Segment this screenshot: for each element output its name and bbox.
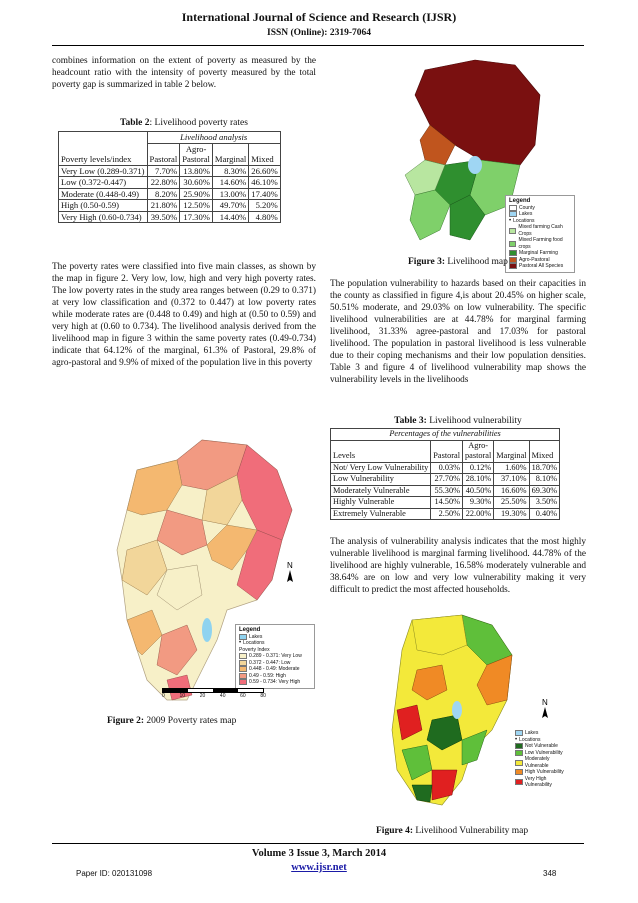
journal-title: International Journal of Science and Research (IJSR) bbox=[181, 10, 457, 24]
table2-group-header: Livelihood analysis bbox=[147, 132, 280, 144]
table3-row bbox=[331, 474, 560, 486]
table3-cell: 2.50% bbox=[431, 508, 463, 520]
figure3-legend: Legend County Lakes • Locations Mixed farming Cash Crops Mixed Farming food crops Marginal Farming Agro-Pastoral Pastoral All Species bbox=[505, 195, 575, 273]
table3 bbox=[330, 428, 560, 520]
table3-row-label: Low Vulnerability bbox=[331, 474, 431, 486]
right-para2-text: The analysis of vulnerability analysis indicates that the most highly vulnerable livelihood is marginal farming livelihood. 44.78% of the livelihood are highly vulnerable, 16.58% moderately vulnerable and 38.64% are on low and very low vulnerability making it very difficult to predict the most affected households. bbox=[330, 537, 586, 595]
table3-cell: 37.10% bbox=[494, 474, 529, 486]
table2-col-levels: Poverty levels/index bbox=[59, 143, 148, 165]
table3-cell: 8.10% bbox=[529, 474, 560, 486]
figure4-map bbox=[372, 610, 577, 825]
table2-row bbox=[59, 200, 281, 212]
footer-url[interactable]: www.ijsr.net bbox=[291, 862, 347, 873]
table2-row-label: Low (0.372-0.447) bbox=[59, 177, 148, 189]
table2-row bbox=[59, 188, 281, 200]
table3-cell: 3.50% bbox=[529, 497, 560, 509]
table3-cell: 0.12% bbox=[463, 462, 494, 474]
table2-cell: 4.80% bbox=[249, 211, 281, 223]
table3-row bbox=[331, 462, 560, 474]
table2-cell: 8.20% bbox=[147, 188, 180, 200]
figure3-caption: Figure 3: Livelihood map bbox=[408, 257, 508, 267]
table2-cell: 7.70% bbox=[147, 165, 180, 177]
table2-row-label: Very Low (0.289-0.371) bbox=[59, 165, 148, 177]
figure4-caption: Figure 4: Livelihood Vulnerability map bbox=[376, 826, 529, 836]
table2-cell: 14.60% bbox=[212, 177, 248, 189]
figure2-scale: 0 10 20 40 60 80 bbox=[162, 688, 266, 699]
table3-cell: 27.70% bbox=[431, 474, 463, 486]
table2-row-label: Very High (0.60-0.734) bbox=[59, 211, 148, 223]
figure2-map bbox=[107, 430, 315, 712]
table3-row-label: Moderately Vulnerable bbox=[331, 485, 431, 497]
table3-cell: 16.60% bbox=[494, 485, 529, 497]
table2-cell: 30.60% bbox=[180, 177, 213, 189]
table3-col-pastoral: Pastoral bbox=[431, 440, 463, 462]
table2-caption: Table 2: Livelihood poverty rates bbox=[120, 118, 248, 128]
table3-row bbox=[331, 485, 560, 497]
table3-cell: 18.70% bbox=[529, 462, 560, 474]
table3-cell: 25.50% bbox=[494, 497, 529, 509]
table3-cell: 55.30% bbox=[431, 485, 463, 497]
svg-text:N: N bbox=[287, 561, 293, 570]
right-para1-text: The population vulnerability to hazards based on their capacities in the county as classified in figure 4,is about 20.45% on higher scale, 50.51% moderate, and 29.03% on low vulnerability. The specific livelihood vulnerabilities are at 44.78% for marginal farming livelihood, 31.33% agree-pastoral and 17.03% for pastoral livelihood. The population in pastoral livelihood is less vulnerable due to their coping mechanisms and their low population densities. Table 3 and figure 4 of livelihood vulnerability map shows the vulnerability levels in the livelihoods bbox=[330, 279, 586, 385]
right-para2 bbox=[330, 536, 586, 596]
figure4-legend: Lakes • Locations Not Vulnerable Low Vulnerability Moderately Vulnerable High Vulnerability Very High Vulnerability bbox=[512, 728, 576, 791]
table2-cell: 25.90% bbox=[180, 188, 213, 200]
paper-id: Paper ID: 020131098 bbox=[76, 869, 153, 878]
table3-col-levels: Levels bbox=[331, 440, 431, 462]
table3-cell: 40.50% bbox=[463, 485, 494, 497]
table3-cell: 1.60% bbox=[494, 462, 529, 474]
left-intro bbox=[52, 55, 316, 91]
table3-row-label: Not/ Very Low Vulnerability bbox=[331, 462, 431, 474]
table2-cell: 26.60% bbox=[249, 165, 281, 177]
table2-cell: 39.50% bbox=[147, 211, 180, 223]
table2-cell: 13.00% bbox=[212, 188, 248, 200]
table2-cell: 21.80% bbox=[147, 200, 180, 212]
table2-row bbox=[59, 165, 281, 177]
journal-issn: ISSN (Online): 2319-7064 bbox=[267, 28, 371, 38]
table2-cell: 12.50% bbox=[180, 200, 213, 212]
table2-col-marginal: Marginal bbox=[212, 143, 248, 165]
table2-cell: 13.80% bbox=[180, 165, 213, 177]
table3-row-label: Highly Vulnerable bbox=[331, 497, 431, 509]
figure2-legend: Legend Lakes • Locations Poverty Index 0.289 - 0.371: Very Low 0.372 - 0.447: Low 0.448 - 0.49: Moderate 0.49 - 0.59: High 0.59 - 0.734: Very High bbox=[235, 624, 315, 689]
table2-cell: 49.70% bbox=[212, 200, 248, 212]
table3-cell: 19.30% bbox=[494, 508, 529, 520]
table2-row bbox=[59, 177, 281, 189]
vulnerability-map-image bbox=[372, 610, 577, 825]
table3-cell: 14.50% bbox=[431, 497, 463, 509]
table3-group-header: Percentages of the vulnerabilities bbox=[331, 429, 560, 441]
table2-cell: 5.20% bbox=[249, 200, 281, 212]
footer-volume: Volume 3 Issue 3, March 2014 bbox=[251, 848, 387, 859]
table2-cell: 22.80% bbox=[147, 177, 180, 189]
table3-block bbox=[330, 416, 586, 520]
page-number: 348 bbox=[543, 869, 557, 878]
footer-rule bbox=[52, 843, 584, 844]
table2-cell: 14.40% bbox=[212, 211, 248, 223]
table2-cell: 17.30% bbox=[180, 211, 213, 223]
left-para2 bbox=[52, 261, 316, 369]
table2-col-pastoral: Pastoral bbox=[147, 143, 180, 165]
table3-row bbox=[331, 508, 560, 520]
table3-caption: Table 3: Livelihood vulnerability bbox=[394, 416, 522, 426]
table2-row-label: Moderate (0.448-0.49) bbox=[59, 188, 148, 200]
table2-col-agro: Agro- Pastoral bbox=[180, 143, 213, 165]
table3-col-mixed: Mixed bbox=[529, 440, 560, 462]
table3-row-label: Extremely Vulnerable bbox=[331, 508, 431, 520]
journal-header bbox=[0, 10, 638, 38]
table3-cell: 28.10% bbox=[463, 474, 494, 486]
table3-col-marginal: Marginal bbox=[494, 440, 529, 462]
table2-cell: 17.40% bbox=[249, 188, 281, 200]
table2 bbox=[58, 131, 281, 223]
table3-cell: 22.00% bbox=[463, 508, 494, 520]
svg-text:N: N bbox=[542, 698, 548, 707]
table2-cell: 8.30% bbox=[212, 165, 248, 177]
table3-row bbox=[331, 497, 560, 509]
table2-col-mixed: Mixed bbox=[249, 143, 281, 165]
table3-cell: 9.30% bbox=[463, 497, 494, 509]
table3-cell: 0.03% bbox=[431, 462, 463, 474]
right-para1 bbox=[330, 278, 586, 386]
figure2-caption: Figure 2: 2009 Poverty rates map bbox=[107, 716, 237, 726]
header-rule bbox=[52, 45, 584, 46]
table2-row bbox=[59, 211, 281, 223]
left-para2-text: The poverty rates were classified into five main classes, as shown by the map in figure 2. Very low, low, high and very high poverty rates. The low poverty rates in the study area ranges between (0.29 to 0.371) at very low classification and (0.372 to 0.447) at low poverty rates while moderate rates are (0.448 to 0.49) and high at (0.50 to 0.59) and very high at (0.60 to 0.734). The livelihood analysis derived from the livelihood map in figure 3 within the same poverty rates (0.49-0.734) indicate that 64.12% of the marginal, 61.3% of Pastoral, 29.8% of agro-pastoral and 9.9% of mixed of the population live in this poverty bbox=[52, 262, 316, 368]
table3-cell: 0.40% bbox=[529, 508, 560, 520]
table3-col-agro: Agro- pastoral bbox=[463, 440, 494, 462]
left-intro-text: combines information on the extent of poverty as measured by the headcount ratio with the intensity of poverty measured by the total poverty gap is summarized in table 2 below. bbox=[52, 56, 316, 90]
table2-row-label: High (0.50-0.59) bbox=[59, 200, 148, 212]
table2-cell: 46.10% bbox=[249, 177, 281, 189]
table3-cell: 69.30% bbox=[529, 485, 560, 497]
table2-block bbox=[52, 118, 316, 223]
